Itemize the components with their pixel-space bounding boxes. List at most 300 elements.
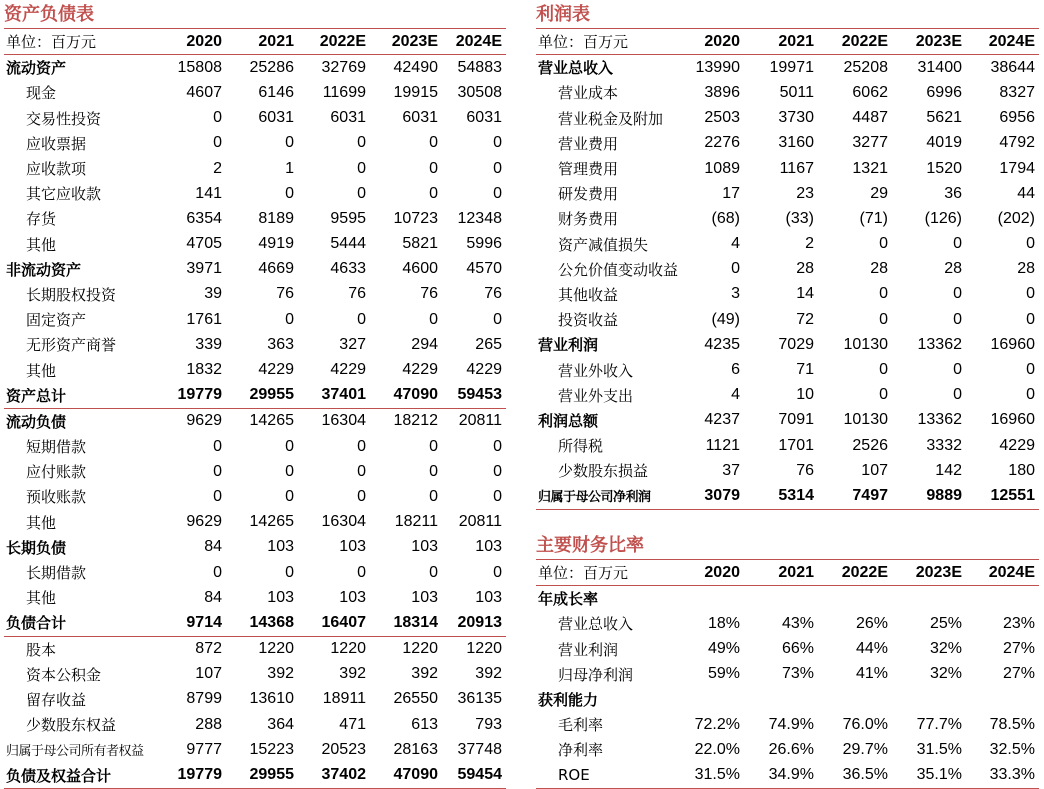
cell-value: 103	[411, 588, 438, 606]
cell-value: 2	[805, 235, 814, 253]
year-header: 2022E	[818, 29, 892, 55]
cell-value: 11699	[322, 83, 366, 101]
row-label: 负债及权益合计	[4, 762, 162, 788]
cell-value: 23%	[1002, 614, 1035, 632]
cell-value: 1520	[926, 159, 962, 177]
row-label: 现金	[26, 84, 57, 103]
row-label: 其它应收款	[26, 185, 102, 204]
row-label: 资产减值损失	[558, 235, 649, 254]
row-label: 股本	[26, 640, 57, 659]
cell-value: 0	[357, 310, 366, 328]
cell-value: 4229	[330, 361, 366, 379]
cell-value: 1220	[258, 640, 294, 658]
row-label: 年成长率	[538, 590, 599, 609]
cell-value: 4600	[402, 260, 438, 278]
cell-value: 0	[285, 134, 294, 152]
cell-value: 14	[796, 285, 814, 303]
cell-value: 392	[475, 665, 502, 683]
cell-value: 0	[285, 563, 294, 581]
cell-value: 0	[357, 462, 366, 480]
table-row	[4, 510, 506, 535]
cell-value: 72	[796, 310, 814, 328]
cell-value: 142	[935, 461, 962, 479]
cell-value: 6062	[852, 83, 888, 101]
cell-value: 0	[953, 285, 962, 303]
cell-value: 27%	[1002, 665, 1035, 683]
cell-value: 0	[213, 437, 222, 455]
cell-value: 4607	[186, 83, 222, 101]
cell-value: 84	[204, 588, 222, 606]
table-row	[4, 80, 506, 105]
table-row	[536, 408, 1039, 433]
cell-value: 32%	[929, 665, 962, 683]
table-row	[4, 687, 506, 712]
cell-value: 76	[348, 285, 366, 303]
cell-value: 4235	[704, 335, 740, 353]
row-label: 毛利率	[558, 716, 604, 735]
year-header: 2023E	[370, 29, 442, 55]
cell-value: 32769	[321, 58, 366, 76]
cell-value: 103	[267, 588, 294, 606]
cell-value: 38644	[990, 58, 1035, 76]
unit-label: 单位：百万元	[4, 29, 162, 55]
cell-value: 5314	[744, 483, 818, 509]
cell-value: 5621	[926, 109, 962, 127]
balance-sheet-title: 资产负债表	[4, 2, 506, 29]
cell-value: 6	[731, 361, 740, 379]
cell-value: 14368	[226, 610, 298, 636]
row-label: 研发费用	[558, 185, 619, 204]
cell-value: 18212	[393, 412, 438, 430]
cell-value: 0	[213, 462, 222, 480]
row-label: 资产总计	[4, 383, 162, 409]
cell-value: 6956	[999, 109, 1035, 127]
cell-value: 19971	[769, 58, 814, 76]
cell-value: 8189	[258, 209, 294, 227]
cell-value: 0	[213, 563, 222, 581]
row-label: 营业利润	[538, 336, 599, 355]
table-row	[536, 458, 1039, 483]
cell-value: 1761	[186, 310, 222, 328]
table-row	[536, 106, 1039, 131]
cell-value: 4	[731, 386, 740, 404]
row-label: ROE	[536, 763, 692, 789]
cell-value: 18%	[707, 614, 740, 632]
year-header: 2024E	[966, 29, 1039, 55]
cell-value: 0	[429, 134, 438, 152]
cell-value	[892, 687, 966, 712]
cell-value: 103	[339, 538, 366, 556]
year-header: 2021	[744, 560, 818, 586]
table-row	[536, 55, 1039, 81]
row-label: 利润总额	[538, 411, 599, 430]
row-label: 归母净利润	[558, 665, 634, 684]
table-row	[536, 712, 1039, 737]
table-row	[4, 131, 506, 156]
cell-value: 0	[879, 386, 888, 404]
cell-value: 26.6%	[768, 740, 814, 758]
row-label: 应付账款	[26, 463, 87, 482]
cell-value	[744, 586, 818, 612]
cell-value: 15223	[249, 740, 294, 758]
cell-value: 4487	[852, 109, 888, 127]
income-statement-title: 利润表	[536, 2, 1039, 29]
cell-value: 392	[339, 665, 366, 683]
cell-value	[818, 586, 892, 612]
cell-value: 3	[731, 285, 740, 303]
cell-value: 31.5%	[692, 763, 744, 789]
cell-value: 20811	[458, 513, 502, 531]
row-label: 交易性投资	[26, 109, 102, 128]
row-label: 流动资产	[6, 59, 67, 78]
cell-value: 36	[944, 184, 962, 202]
cell-value: 76	[276, 285, 294, 303]
cell-value: 0	[879, 310, 888, 328]
cell-value: 1701	[778, 436, 814, 454]
cell-value: 0	[429, 184, 438, 202]
cell-value: 364	[267, 715, 294, 733]
cell-value: 76	[484, 285, 502, 303]
cell-value: 14265	[249, 513, 294, 531]
table-row	[4, 357, 506, 382]
cell-value: 0	[357, 487, 366, 505]
row-label: 少数股东损益	[558, 462, 649, 481]
cell-value: 7029	[778, 335, 814, 353]
row-label: 负债合计	[4, 610, 162, 636]
cell-value: 0	[493, 184, 502, 202]
cell-value: 78.5%	[989, 715, 1035, 733]
row-label: 无形资产商誉	[26, 336, 117, 355]
year-header: 2022E	[298, 29, 370, 55]
table-row	[4, 106, 506, 131]
table-row	[4, 636, 506, 662]
cell-value: 72.2%	[694, 715, 740, 733]
year-header: 2021	[226, 29, 298, 55]
cell-value: 77.7%	[916, 715, 962, 733]
cell-value: 103	[411, 538, 438, 556]
cell-value: 4019	[926, 134, 962, 152]
cell-value: 37401	[298, 383, 370, 409]
cell-value: 66%	[781, 640, 814, 658]
cell-value: 0	[357, 159, 366, 177]
cell-value: 19779	[162, 762, 226, 788]
unit-label: 单位：百万元	[536, 29, 692, 55]
cell-value	[892, 586, 966, 612]
table-row	[536, 637, 1039, 662]
cell-value: 0	[953, 235, 962, 253]
cell-value: 28	[1017, 260, 1035, 278]
cell-value: 0	[213, 109, 222, 127]
cell-value: 1321	[852, 159, 888, 177]
cell-value: 9629	[186, 513, 222, 531]
row-label: 投资收益	[558, 311, 619, 330]
year-header: 2020	[692, 29, 744, 55]
table-row	[536, 483, 1039, 509]
cell-value: 32.5%	[989, 740, 1035, 758]
cell-value: (33)	[785, 209, 814, 227]
table-row	[4, 434, 506, 459]
cell-value: 2276	[704, 134, 740, 152]
balance-sheet-table	[4, 29, 506, 789]
cell-value: 265	[475, 335, 502, 353]
cell-value: 4229	[466, 361, 502, 379]
cell-value: 3079	[692, 483, 744, 509]
cell-value: 18314	[370, 610, 442, 636]
cell-value: 10130	[843, 335, 888, 353]
cell-value: 392	[267, 665, 294, 683]
row-label: 管理费用	[558, 160, 619, 179]
table-row	[4, 762, 506, 788]
row-label: 应收款项	[26, 160, 87, 179]
cell-value: 25%	[929, 614, 962, 632]
cell-value: 18911	[322, 690, 366, 708]
cell-value: 6031	[330, 109, 366, 127]
ratios-title: 主要财务比率	[536, 533, 1039, 560]
table-row	[536, 282, 1039, 307]
table-row	[4, 55, 506, 81]
cell-value: 3160	[778, 134, 814, 152]
table-row	[4, 459, 506, 484]
table-row	[536, 687, 1039, 712]
cell-value: 13990	[695, 58, 740, 76]
cell-value: 7091	[778, 411, 814, 429]
cell-value: 3896	[704, 83, 740, 101]
table-row	[4, 282, 506, 307]
balance-sheet-panel	[4, 2, 506, 789]
row-label: 少数股东权益	[26, 716, 117, 735]
table-row	[4, 737, 506, 762]
cell-value: 0	[1026, 235, 1035, 253]
cell-value: 4	[731, 235, 740, 253]
table-row	[536, 662, 1039, 687]
cell-value: 19779	[162, 383, 226, 409]
cell-value: 0	[953, 386, 962, 404]
cell-value: 16304	[321, 412, 366, 430]
cell-value: 103	[475, 538, 502, 556]
cell-value: 1167	[779, 159, 814, 177]
cell-value: 288	[195, 715, 222, 733]
cell-value: 9595	[330, 209, 366, 227]
cell-value: 43%	[781, 614, 814, 632]
row-label: 获利能力	[538, 691, 599, 710]
cell-value: 2526	[852, 436, 888, 454]
cell-value: 28	[944, 260, 962, 278]
table-row	[536, 257, 1039, 282]
cell-value: 17	[722, 184, 740, 202]
cell-value: (68)	[711, 209, 740, 227]
cell-value: 0	[429, 563, 438, 581]
cell-value: (49)	[711, 310, 740, 328]
row-label: 存货	[26, 210, 57, 229]
cell-value: 8799	[186, 690, 222, 708]
cell-value: 3730	[778, 109, 814, 127]
cell-value: 4705	[186, 235, 222, 253]
cell-value: 29.7%	[842, 740, 888, 758]
table-row	[536, 383, 1039, 408]
cell-value: 1121	[705, 436, 740, 454]
cell-value: 59453	[442, 383, 506, 409]
cell-value: 9777	[186, 740, 222, 758]
table-row	[536, 181, 1039, 206]
cell-value: 4633	[330, 260, 366, 278]
cell-value: 29	[870, 184, 888, 202]
cell-value: 47090	[370, 762, 442, 788]
cell-value: 107	[195, 665, 222, 683]
cell-value: 0	[357, 134, 366, 152]
row-label: 公允价值变动收益	[558, 260, 679, 279]
cell-value: 0	[357, 437, 366, 455]
row-label: 营业外支出	[558, 386, 634, 405]
cell-value: 6031	[466, 109, 502, 127]
cell-value: 0	[1026, 386, 1035, 404]
cell-value: 12551	[966, 483, 1039, 509]
row-label: 预收账款	[26, 488, 87, 507]
table-row	[536, 131, 1039, 156]
row-label: 资本公积金	[26, 665, 102, 684]
cell-value: 9629	[186, 412, 222, 430]
cell-value: 13610	[249, 690, 294, 708]
cell-value: 3971	[186, 260, 222, 278]
cell-value: 0	[285, 310, 294, 328]
cell-value: 44	[1017, 184, 1035, 202]
cell-value: 339	[195, 335, 222, 353]
row-label: 营业成本	[558, 84, 619, 103]
cell-value: 4229	[999, 436, 1035, 454]
cell-value: 0	[213, 487, 222, 505]
table-row	[536, 357, 1039, 382]
table-row	[536, 206, 1039, 231]
cell-value: 47090	[370, 383, 442, 409]
cell-value: 16960	[990, 411, 1035, 429]
cell-value: 8327	[999, 83, 1035, 101]
cell-value: 26%	[855, 614, 888, 632]
cell-value: 0	[429, 310, 438, 328]
row-label: 其他	[26, 513, 57, 532]
cell-value: 1089	[704, 159, 740, 177]
cell-value: 0	[953, 361, 962, 379]
cell-value: 9714	[162, 610, 226, 636]
cell-value	[692, 687, 744, 712]
table-row	[536, 80, 1039, 105]
cell-value: 0	[493, 310, 502, 328]
ratios-panel	[536, 533, 1039, 789]
cell-value: 34.9%	[744, 763, 818, 789]
cell-value: 31400	[917, 58, 962, 76]
cell-value: 0	[879, 285, 888, 303]
table-row	[536, 433, 1039, 458]
cell-value: 35.1%	[892, 763, 966, 789]
cell-value: 19915	[393, 83, 438, 101]
cell-value: 5444	[330, 235, 366, 253]
cell-value: 6031	[402, 109, 438, 127]
cell-value: 27%	[1002, 640, 1035, 658]
row-label: 所得税	[558, 437, 604, 456]
table-row	[536, 307, 1039, 332]
table-row	[4, 484, 506, 509]
cell-value: 29955	[226, 762, 298, 788]
year-header: 2024E	[442, 29, 506, 55]
cell-value: 0	[357, 184, 366, 202]
cell-value: 141	[195, 184, 222, 202]
row-label: 归属于母公司净利润	[536, 483, 692, 509]
cell-value: 3332	[926, 436, 962, 454]
cell-value: 327	[339, 335, 366, 353]
row-label: 其他	[26, 235, 57, 254]
table-row	[4, 181, 506, 206]
cell-value: 76	[420, 285, 438, 303]
year-header: 2024E	[966, 560, 1039, 586]
year-header: 2023E	[892, 29, 966, 55]
row-label: 长期借款	[26, 564, 87, 583]
cell-value: 0	[285, 462, 294, 480]
cell-value: 36.5%	[818, 763, 892, 789]
row-label: 营业税金及附加	[558, 109, 664, 128]
cell-value: 4669	[258, 260, 294, 278]
cell-value: 44%	[855, 640, 888, 658]
year-header: 2022E	[818, 560, 892, 586]
table-row	[4, 535, 506, 560]
cell-value: 76	[796, 461, 814, 479]
cell-value: 103	[339, 588, 366, 606]
row-label: 固定资产	[26, 311, 87, 330]
cell-value: 13362	[917, 335, 962, 353]
cell-value: 26550	[393, 690, 438, 708]
cell-value: 14265	[249, 412, 294, 430]
cell-value: 37	[722, 461, 740, 479]
table-row	[4, 585, 506, 610]
ratios-table	[536, 560, 1039, 789]
cell-value: 6031	[258, 109, 294, 127]
cell-value: 0	[1026, 285, 1035, 303]
cell-value: 41%	[855, 665, 888, 683]
cell-value: 4229	[258, 361, 294, 379]
cell-value	[692, 586, 744, 612]
table-row	[536, 232, 1039, 257]
cell-value: 18211	[394, 513, 438, 531]
cell-value: 16407	[298, 610, 370, 636]
cell-value: 73%	[781, 665, 814, 683]
cell-value: 28	[796, 260, 814, 278]
cell-value: 0	[493, 563, 502, 581]
row-label: 长期负债	[6, 538, 67, 557]
cell-value: 0	[731, 260, 740, 278]
cell-value: 0	[953, 310, 962, 328]
table-row	[536, 763, 1039, 789]
cell-value: 2503	[704, 109, 740, 127]
cell-value: 42490	[393, 58, 438, 76]
cell-value: 0	[493, 134, 502, 152]
cell-value: 71	[796, 361, 814, 379]
cell-value	[966, 586, 1039, 612]
year-header: 2023E	[892, 560, 966, 586]
cell-value: 9889	[892, 483, 966, 509]
row-label: 财务费用	[558, 210, 619, 229]
row-label: 留存收益	[26, 690, 87, 709]
table-row	[536, 611, 1039, 636]
cell-value: 37748	[457, 740, 502, 758]
cell-value: 54883	[457, 58, 502, 76]
row-label: 营业总收入	[538, 59, 614, 78]
cell-value: 32%	[929, 640, 962, 658]
cell-value: 76.0%	[842, 715, 888, 733]
cell-value: 10130	[843, 411, 888, 429]
row-label: 非流动资产	[6, 260, 82, 279]
cell-value: 1	[285, 159, 294, 177]
cell-value: 20913	[442, 610, 506, 636]
cell-value: 20523	[321, 740, 366, 758]
cell-value: 0	[1026, 310, 1035, 328]
row-label: 短期借款	[26, 438, 87, 457]
